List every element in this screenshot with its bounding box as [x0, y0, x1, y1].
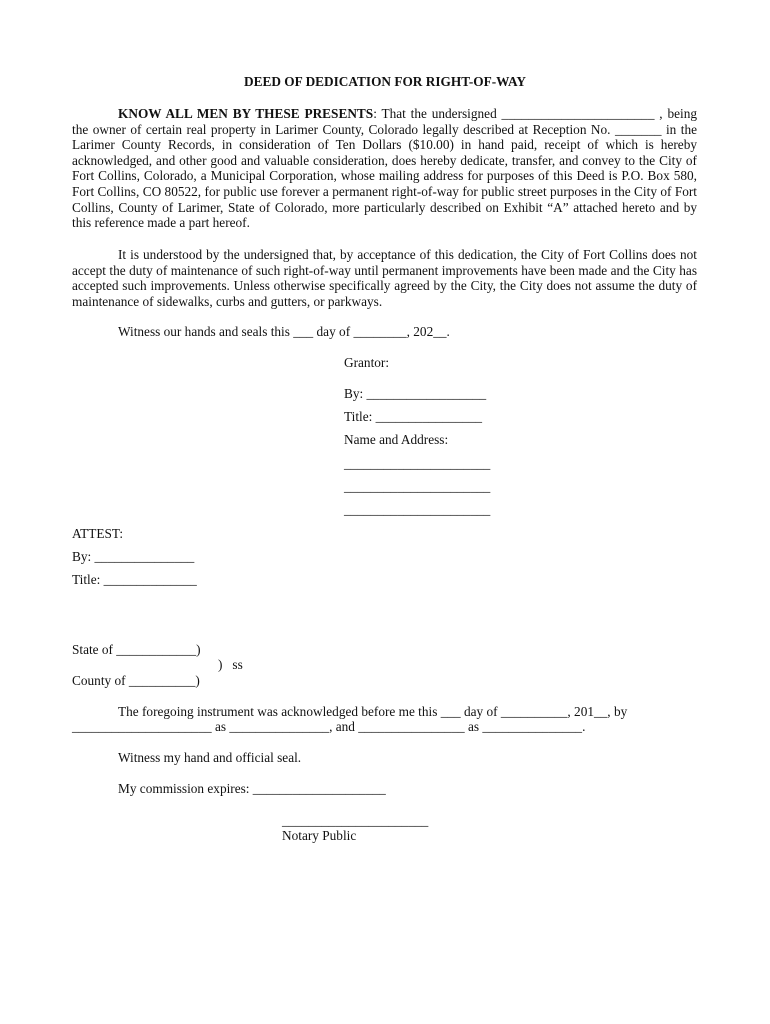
- attest-title-line: Title: ______________: [72, 572, 197, 587]
- witness-hands-line: Witness our hands and seals this ___ day of ________, 202__.: [118, 324, 450, 339]
- dedication-lead: KNOW ALL MEN BY THESE PRESENTS: [118, 106, 374, 121]
- attest-label: ATTEST:: [72, 526, 124, 541]
- acknowledgment-line-1: The foregoing instrument was acknowledged before me this ___ day of __________, 201__, by: [118, 704, 628, 719]
- grantor-name-address-label: Name and Address:: [344, 432, 449, 447]
- grantor-address-line-3: ______________________: [344, 502, 491, 517]
- grantor-title-line: Title: ________________: [344, 409, 483, 424]
- maintenance-paragraph: [72, 247, 697, 309]
- maintenance-text: It is understood by the undersigned that, by acceptance of this dedication, the City of Fort Collins does not accept the duty of maintenance of such right-of-way until permanent improvements have been made and the City has accepted such improvements. Unless otherwise specifically agreed by the City, the City does not assume the duty of maintenance of sidewalks, curbs and gutters, or parkways.: [72, 247, 697, 309]
- grantor-address-line-2: ______________________: [344, 479, 491, 494]
- dedication-paragraph: [72, 106, 697, 231]
- commission-expires-line: My commission expires: ____________________: [118, 781, 386, 796]
- document-title: DEED OF DEDICATION FOR RIGHT-OF-WAY: [244, 74, 526, 89]
- venue-county-line: County of __________): [72, 673, 200, 688]
- notary-signature-line: ______________________: [282, 813, 429, 828]
- grantor-address-line-1: ______________________: [344, 456, 491, 471]
- attest-by-line: By: _______________: [72, 549, 195, 564]
- grantor-by-line: By: __________________: [344, 386, 487, 401]
- venue-state-line: State of ____________): [72, 642, 201, 657]
- venue-ss: ) ss: [218, 657, 243, 672]
- grantor-label: Grantor:: [344, 355, 390, 370]
- witness-seal-line: Witness my hand and official seal.: [118, 750, 302, 765]
- dedication-body: : That the undersigned _______________________ , being the owner of certain real property in Larimer County, Colorado legally described at Reception No. _______ in the Larimer County Records, in consideration of Ten Dollars ($10.00) in hand paid, receipt of which is hereby acknowledged, and other good and valuable consideration, does hereby dedicate, transfer, and convey to the City of Fort Collins, Colorado, a Municipal Corporation, whose mailing address for purposes of this Deed is P.O. Box 580, Fort Collins, CO 80522, for public use forever a permanent right-of-way for public street purposes in the City of Fort Collins, County of Larimer, State of Colorado, more particularly described on Exhibit “A” attached hereto and by this reference made a part hereof.: [72, 106, 697, 231]
- notary-public-label: Notary Public: [282, 828, 357, 843]
- acknowledgment-line-2: _____________________ as _______________, and ________________ as _______________.: [72, 719, 586, 734]
